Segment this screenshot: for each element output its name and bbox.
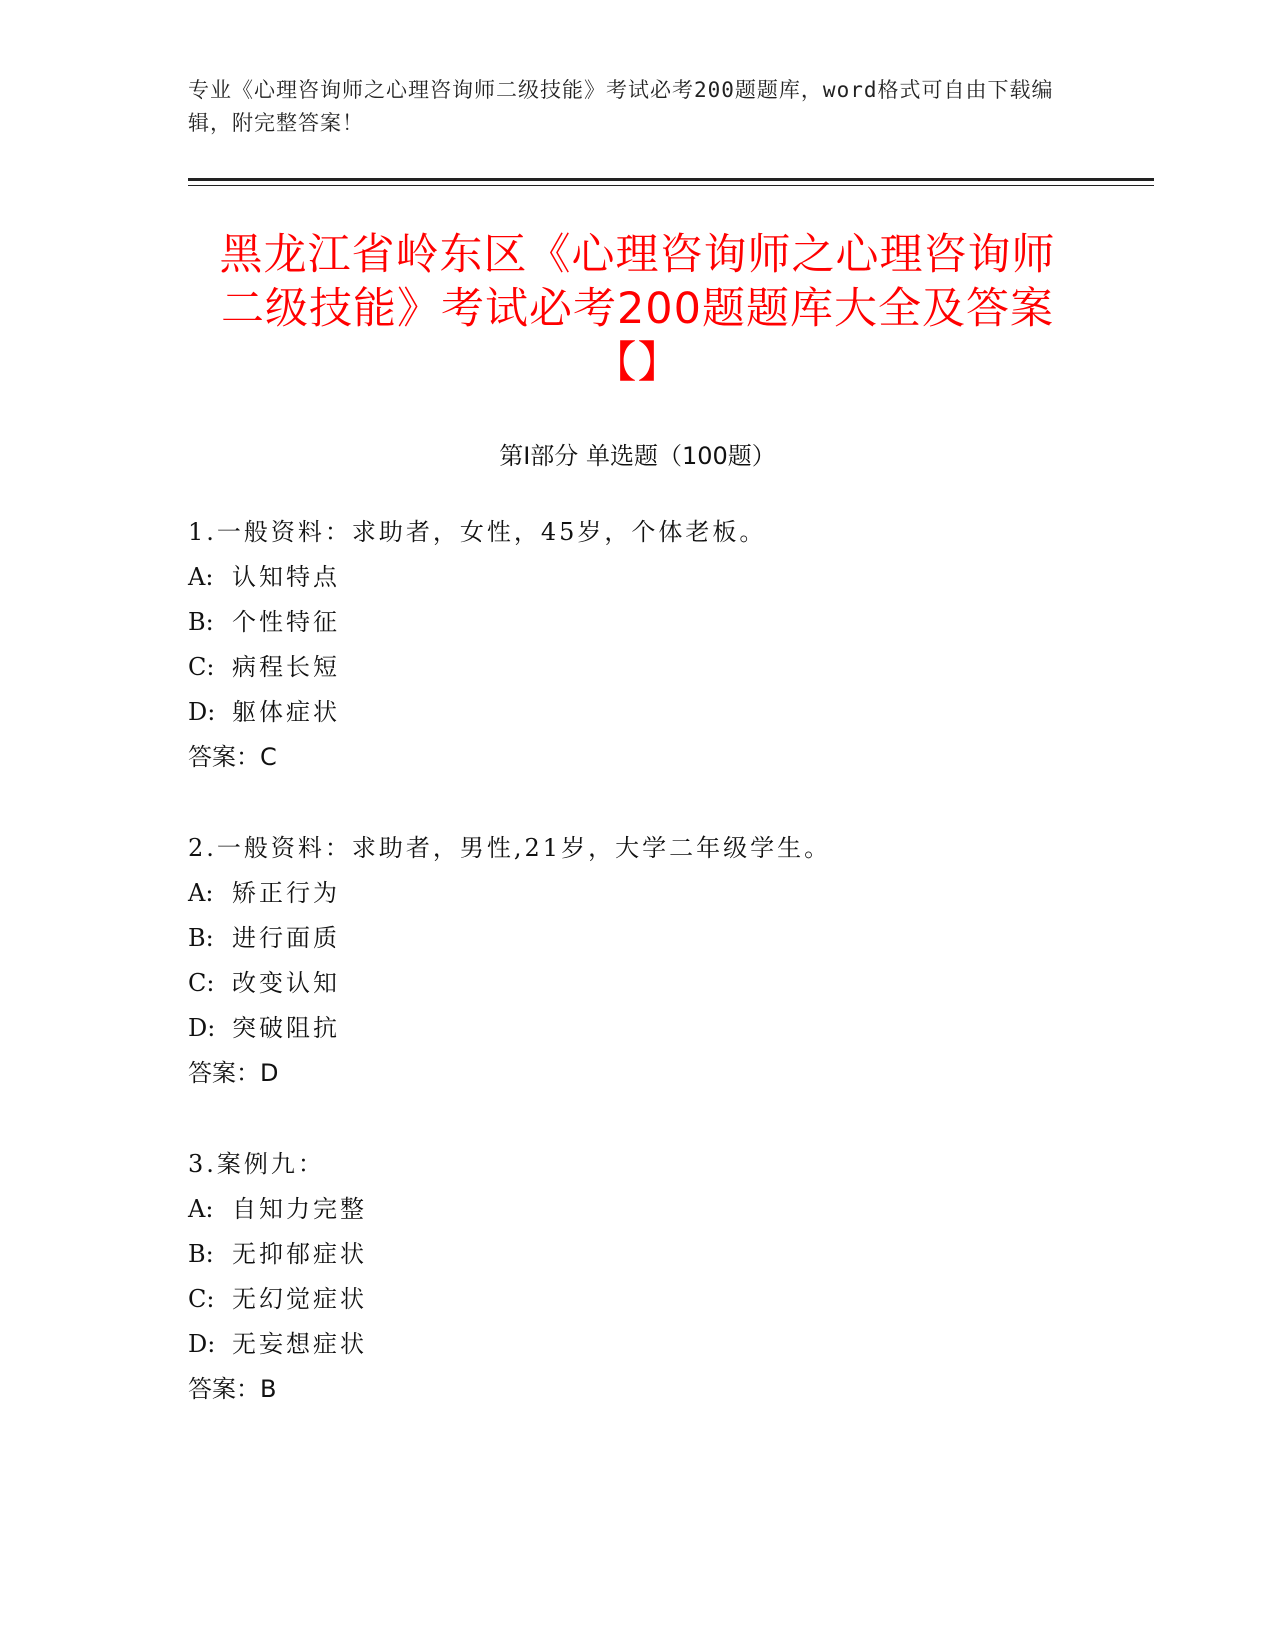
option-text: 突破阻抗 (232, 1014, 340, 1042)
option-key: D: (188, 1014, 216, 1042)
title-line-2: 二级技能》考试必考200题题库大全及答案 (220, 284, 1055, 334)
option-key: B: (188, 924, 214, 952)
option-key: A: (188, 1195, 214, 1223)
option-a (188, 871, 1088, 916)
option-key: D: (188, 1330, 216, 1358)
option-text: 进行面质 (232, 924, 340, 952)
question-stem: 3.案例九： (188, 1150, 325, 1178)
question-stem: 2.一般资料：求助者，男性,21岁，大学二年级学生。 (188, 834, 832, 862)
title-line-3: 【】 (593, 338, 682, 388)
option-a (188, 1187, 1088, 1232)
answer: 答案：B (188, 1375, 277, 1403)
option-key: B: (188, 608, 214, 636)
option-d (188, 1006, 1088, 1051)
option-key: A: (188, 563, 214, 591)
answer: 答案：D (188, 1059, 279, 1087)
option-text: 病程长短 (232, 653, 340, 681)
option-text: 个性特征 (232, 608, 340, 636)
option-b (188, 600, 1088, 645)
option-text: 矫正行为 (232, 879, 340, 907)
option-c (188, 961, 1088, 1006)
document-title (170, 228, 1105, 390)
option-key: A: (188, 879, 214, 907)
option-text: 改变认知 (232, 969, 340, 997)
option-key: C: (188, 1285, 215, 1313)
question-1 (188, 510, 1088, 780)
option-d (188, 1322, 1088, 1367)
option-text: 无妄想症状 (232, 1330, 367, 1358)
option-text: 自知力完整 (232, 1195, 367, 1223)
question-3 (188, 1142, 1088, 1412)
header-note: 专业《心理咨询师之心理咨询师二级技能》考试必考200题题库，word格式可自由下载编辑，附完整答案！ (188, 78, 1054, 135)
option-key: C: (188, 653, 215, 681)
option-b (188, 1232, 1088, 1277)
option-text: 认知特点 (232, 563, 340, 591)
option-a (188, 555, 1088, 600)
option-text: 无抑郁症状 (232, 1240, 367, 1268)
option-d (188, 690, 1088, 735)
question-stem: 1.一般资料：求助者，女性，45岁，个体老板。 (188, 518, 767, 546)
option-key: B: (188, 1240, 214, 1268)
answer: 答案：C (188, 743, 277, 771)
header-rule-thick (188, 178, 1154, 181)
option-key: C: (188, 969, 215, 997)
option-text: 无幻觉症状 (232, 1285, 367, 1313)
option-text: 躯体症状 (232, 698, 340, 726)
header-rule-thin (188, 185, 1154, 186)
option-c (188, 1277, 1088, 1322)
title-line-1: 黑龙江省岭东区《心理咨询师之心理咨询师 (219, 230, 1056, 280)
option-key: D: (188, 698, 216, 726)
option-b (188, 916, 1088, 961)
option-c (188, 645, 1088, 690)
section-heading: 第Ⅰ部分 单选题（100题） (499, 442, 776, 470)
question-2 (188, 826, 1088, 1096)
